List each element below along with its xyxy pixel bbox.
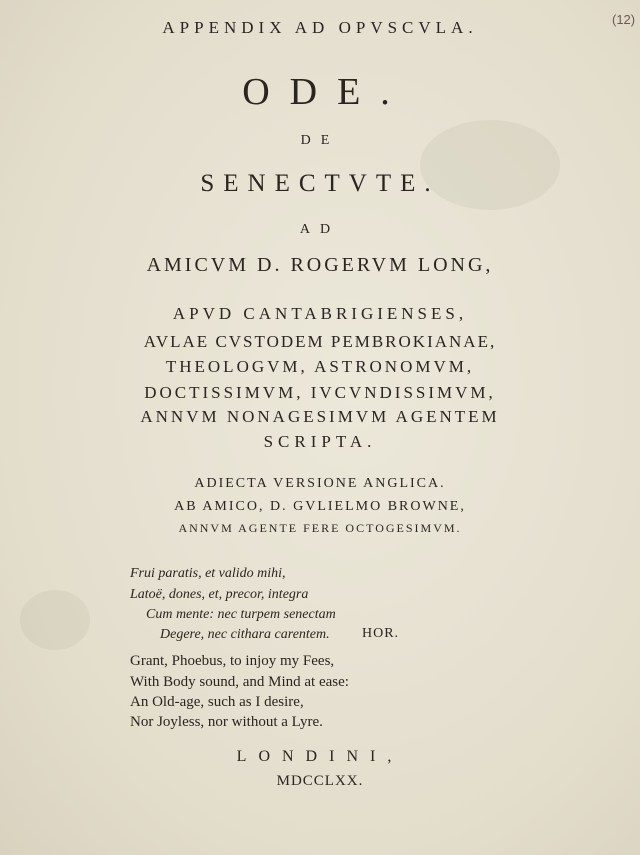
addressee-line: AMICVM D. ROGERVM LONG, <box>146 254 494 276</box>
ad-line: AD <box>299 222 341 237</box>
subject-line: SENECTVTE. <box>200 170 440 197</box>
latin-verse-line: Frui paratis, et valido mihi, <box>130 566 286 581</box>
english-verse-line: An Old-age, such as I desire, <box>130 694 304 710</box>
translation-note-line: ANNVM AGENTE FERE OCTOGESIMVM. <box>178 521 462 535</box>
latin-attribution: HOR. <box>362 626 400 641</box>
latin-verse-line: Degere, nec cithara carentem. <box>160 627 330 642</box>
dedication-line: SCRIPTA. <box>263 432 377 451</box>
title: ODE. <box>242 71 410 113</box>
latin-verse-line: Latoë, dones, et, precor, integra <box>130 587 309 602</box>
folio-number: (12) <box>612 12 636 27</box>
latin-verse-line: Cum mente: nec turpem senectam <box>146 607 336 622</box>
dedication-line: APVD CANTABRIGIENSES, <box>172 304 468 323</box>
dedication-line: DOCTISSIMVM, IVCVNDISSIMVM, <box>144 383 496 402</box>
paper-stain <box>20 590 90 650</box>
imprint-year: MDCCLXX. <box>276 773 364 789</box>
header-line: APPENDIX AD OPVSCVLA. <box>162 18 478 37</box>
dedication-line: THEOLOGVM, ASTRONOMVM, <box>165 357 475 376</box>
english-verse-line: Nor Joyless, nor without a Lyre. <box>130 714 323 730</box>
translation-note-line: ADIECTA VERSIONE ANGLICA. <box>194 476 446 491</box>
translation-note-line: AB AMICO, D. GVLIELMO BROWNE, <box>174 499 466 514</box>
english-verse-line: Grant, Phoebus, to injoy my Fees, <box>130 653 335 669</box>
dedication-line: ANNVM NONAGESIMVM AGENTEM <box>140 407 500 426</box>
dedication-line: AVLAE CVSTODEM PEMBROKIANAE, <box>143 332 497 351</box>
english-verse-line: With Body sound, and Mind at ease: <box>130 674 349 690</box>
de-line: DE <box>300 133 340 148</box>
imprint-place: LONDINI, <box>236 748 404 765</box>
